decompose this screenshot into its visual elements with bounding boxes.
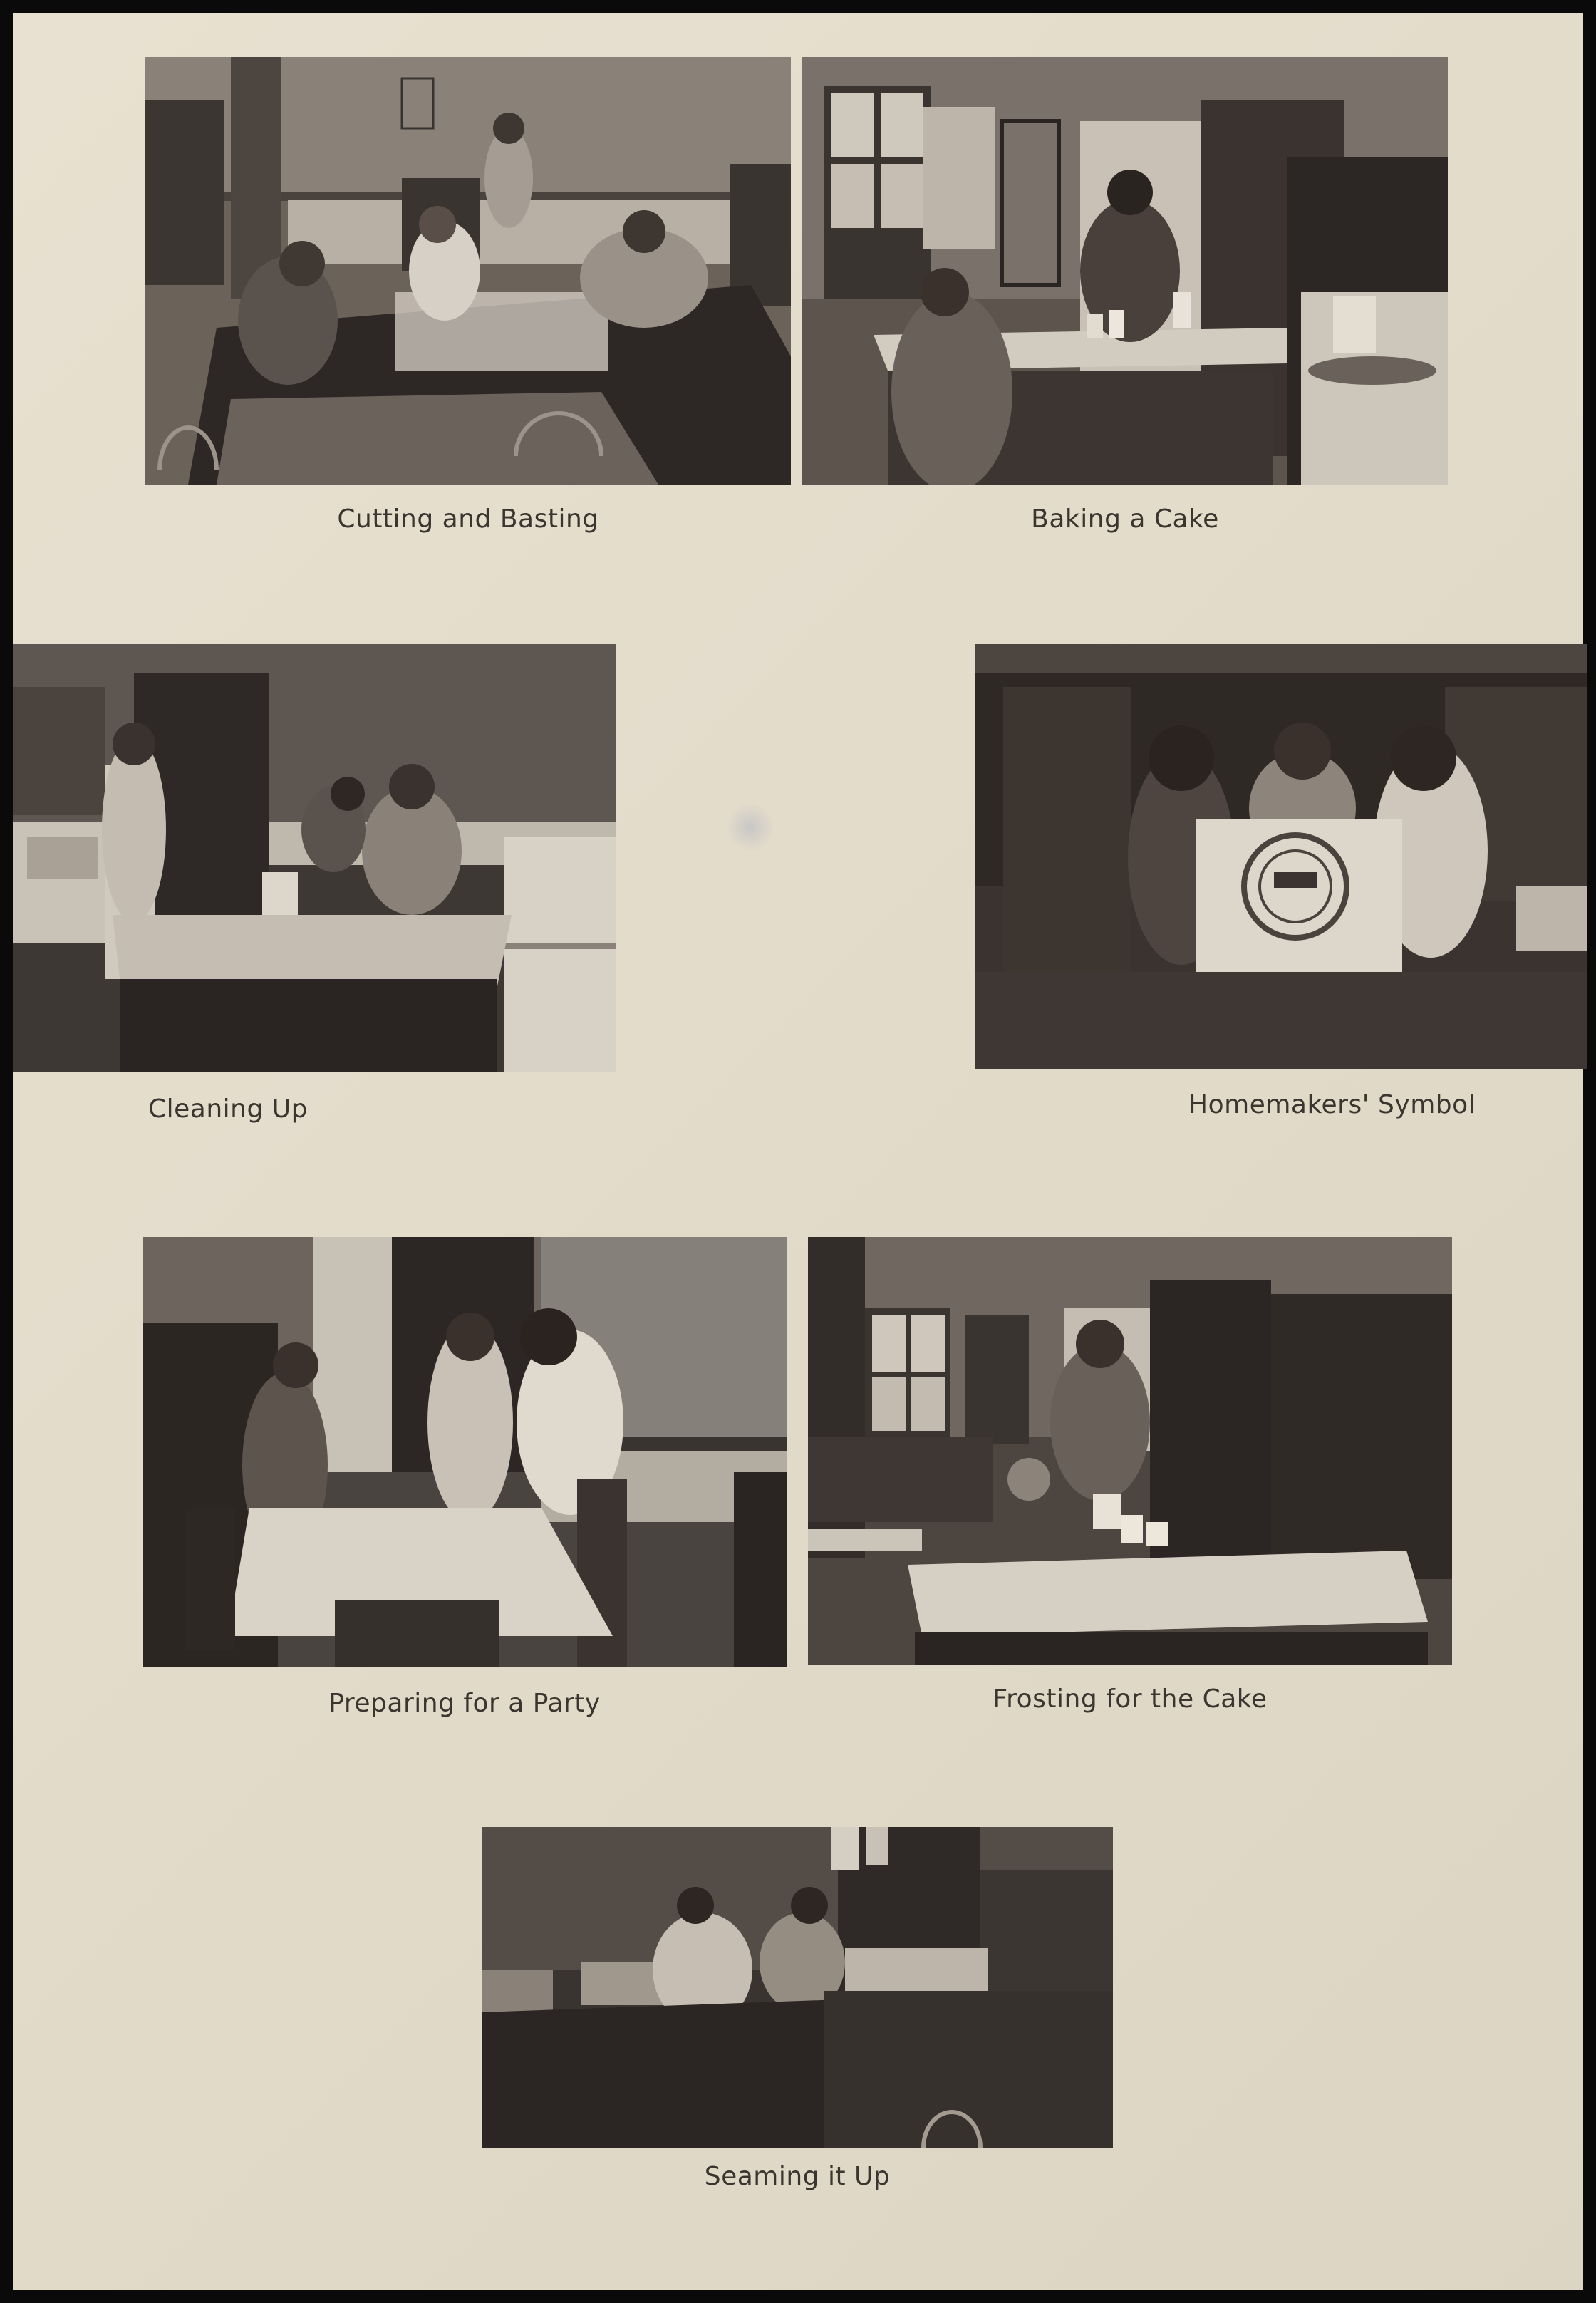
photo-frosting-for-the-cake [808, 1237, 1452, 1665]
yearbook-page [13, 13, 1583, 2290]
photo-homemakers-symbol [975, 644, 1587, 1069]
caption-cutting-and-basting: Cutting and Basting [337, 504, 599, 534]
caption-cleaning-up: Cleaning Up [148, 1094, 308, 1124]
paper-stain [725, 802, 775, 852]
photo-preparing-for-a-party [142, 1237, 787, 1667]
photo-seaming-it-up [482, 1827, 1113, 2148]
photo-cutting-and-basting [145, 57, 791, 485]
photo-baking-a-cake [802, 57, 1448, 485]
caption-baking-a-cake: Baking a Cake [1031, 504, 1219, 534]
caption-preparing-for-a-party: Preparing for a Party [328, 1689, 601, 1718]
caption-homemakers-symbol: Homemakers' Symbol [1188, 1090, 1476, 1119]
photo-cleaning-up [13, 644, 616, 1072]
caption-frosting-for-the-cake: Frosting for the Cake [993, 1684, 1268, 1714]
caption-seaming-it-up: Seaming it Up [704, 2162, 891, 2191]
